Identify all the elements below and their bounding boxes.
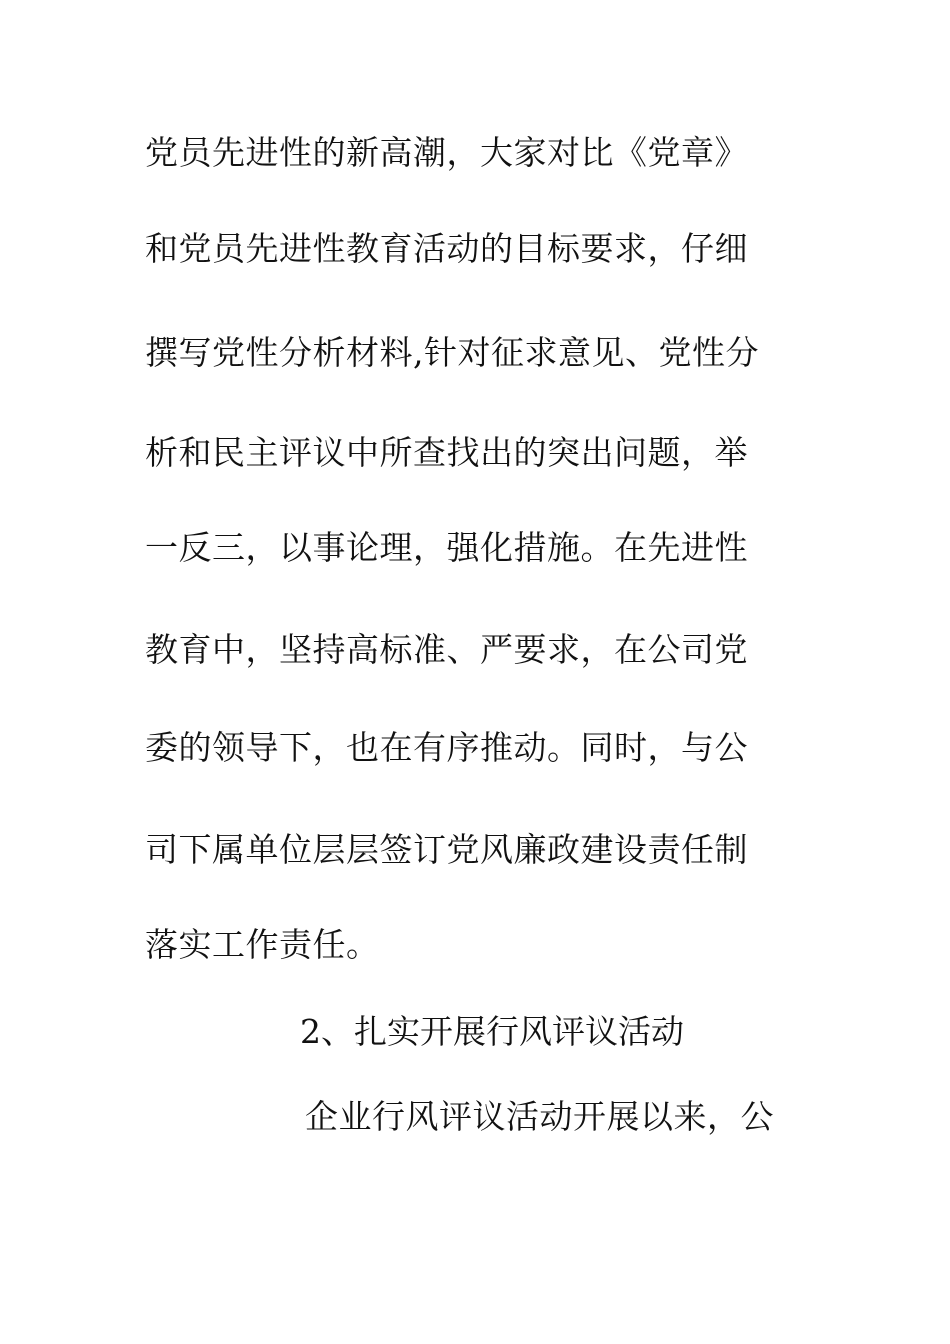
paragraph-line-8: 司下属单位层层签订党风廉政建设责任制 [145, 830, 748, 869]
paragraph-line-5: 一反三，以事论理，强化措施。在先进性 [145, 528, 748, 567]
paragraph-line-4: 析和民主评议中所查找出的突出问题，举 [145, 433, 748, 472]
paragraph-line-7: 委的领导下，也在有序推动。同时，与公 [145, 728, 748, 767]
paragraph-line-1: 党员先进性的新高潮，大家对比《党章》 [145, 133, 748, 172]
paragraph-line-2: 和党员先进性教育活动的目标要求，仔细 [145, 229, 748, 268]
paragraph-line-9: 落实工作责任。 [145, 925, 380, 964]
paragraph-line-6: 教育中，坚持高标准、严要求，在公司党 [145, 630, 748, 669]
paragraph-line-3: 撰写党性分析材料,针对征求意见、党性分 [145, 333, 759, 372]
section-heading: 2、扎实开展行风评议活动 [300, 1012, 684, 1051]
next-paragraph-line-1: 企业行风评议活动开展以来，公 [305, 1097, 774, 1136]
